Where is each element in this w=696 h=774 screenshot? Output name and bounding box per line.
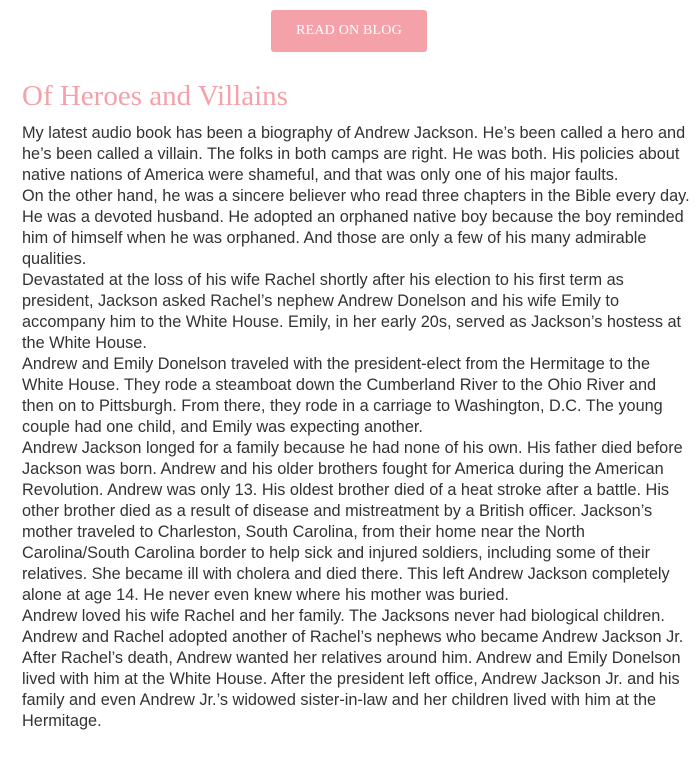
article-title: Of Heroes and Villains xyxy=(22,80,288,112)
article-paragraph: On the other hand, he was a sincere believer who read three chapters in the Bible every day. He was a devoted husband. He adopted an orphaned native boy because the boy reminded him of himself when he was orphaned. And those are only a few of his many admirable qualities. xyxy=(22,187,690,268)
article-body xyxy=(22,123,690,732)
article-paragraph: Andrew Jackson longed for a family because he had none of his own. His father died before Jackson was born. Andrew and his older brothers fought for America during the American Revolution. Andrew was only 13. His oldest brother died of a heat stroke after a battle. His other brother died as a result of disease and mistreatment by a British officer. Jackson’s mother traveled to Charleston, South Carolina, from their home near the North Carolina/South Carolina border to help sick and injured soldiers, including some of their relatives. She became ill with cholera and died there. This left Andrew Jackson completely alone at age 14. He never even knew where his mother was buried. xyxy=(22,439,683,604)
article-paragraph: Andrew and Emily Donelson traveled with the president-elect from the Hermitage to the White House. They rode a steamboat down the Cumberland River to the Ohio River and then on to Pittsburgh. From there, they rode in a carriage to Washington, D.C. The young couple had one child, and Emily was expecting another. xyxy=(22,355,663,436)
article-paragraph: Andrew loved his wife Rachel and her family. The Jacksons never had biological children. Andrew and Rachel adopted another of Rachel’s nephews who became Andrew Jackson Jr. After Rachel’s death, Andrew wanted her relatives around him. Andrew and Emily Donelson lived with him at the White House. After the president left office, Andrew Jackson Jr. and his family and even Andrew Jr.’s widowed sister-in-law and her children lived with him at the Hermitage. xyxy=(22,607,684,730)
article-paragraph: Devastated at the loss of his wife Rachel shortly after his election to his first term as president, Jackson asked Rachel’s nephew Andrew Donelson and his wife Emily to accompany him to the White House. Emily, in her early 20s, served as Jackson’s hostess at the White House. xyxy=(22,271,682,352)
read-on-blog-button[interactable]: READ ON BLOG xyxy=(271,10,427,52)
article-paragraph: My latest audio book has been a biography of Andrew Jackson. He’s been called a hero and he’s been called a villain. The folks in both camps are right. He was both. His policies about native nations of America were shameful, and that was only one of his major faults. xyxy=(22,124,686,184)
header xyxy=(0,10,696,52)
